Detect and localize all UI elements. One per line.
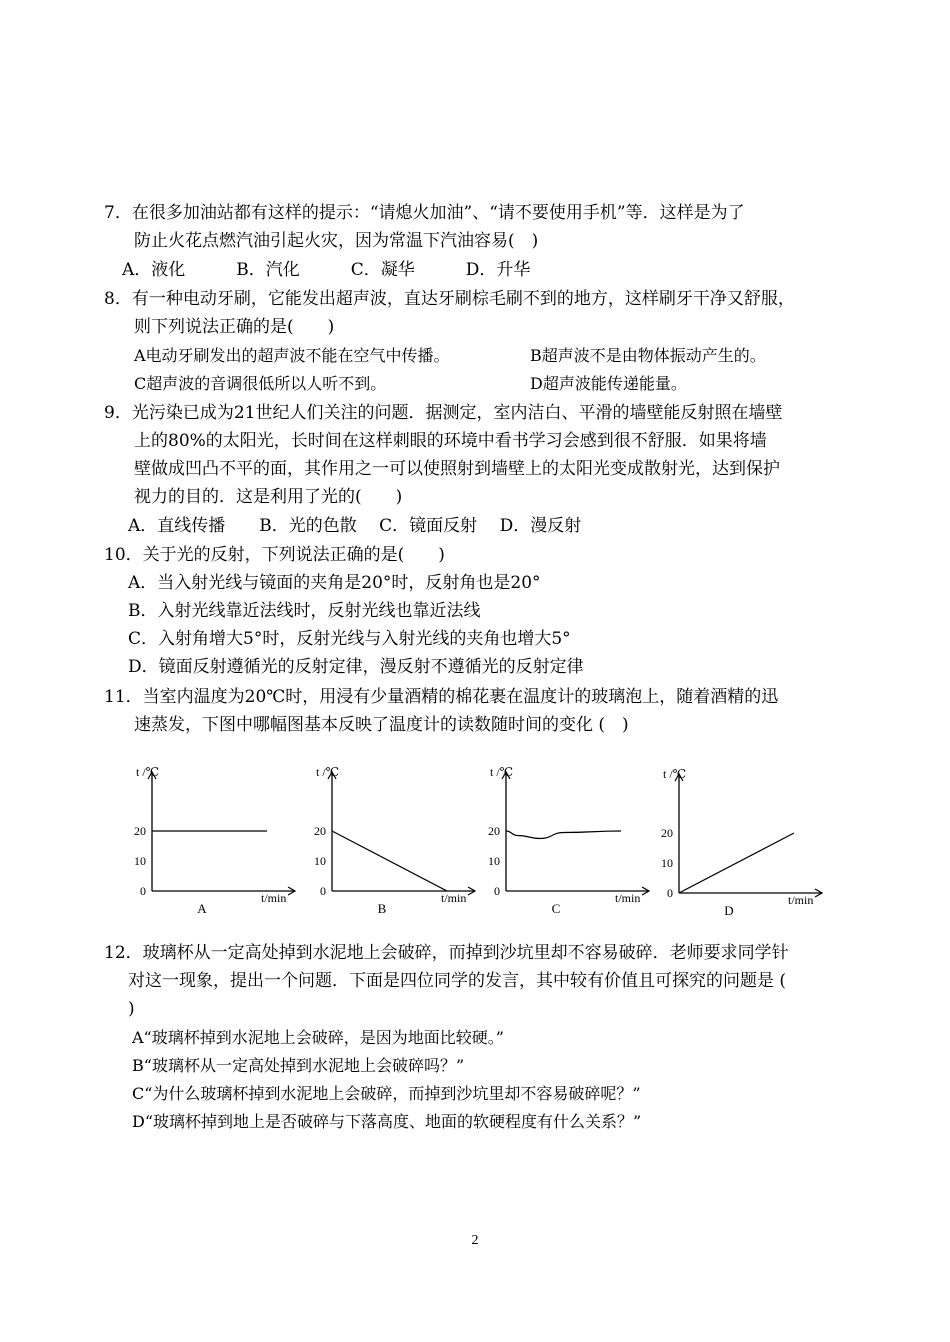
x-axis-label: t/min: [615, 891, 641, 905]
graph-d-svg: [655, 760, 830, 925]
q11-stem-line2: 速蒸发，下图中哪幅图基本反映了温度计的读数随时间的变化 ( ): [134, 715, 629, 735]
y-axis-label: t /℃: [136, 765, 160, 779]
graph-label: C: [551, 901, 561, 916]
graph-c-svg: [482, 758, 657, 923]
x-axis-label: t/min: [788, 893, 814, 907]
tick-label: 20: [314, 824, 326, 838]
q12-stem-line3: ): [128, 999, 135, 1019]
series-line: [332, 831, 447, 891]
graph-d: [655, 760, 830, 925]
tick-label: 0: [667, 886, 673, 900]
q9-stem-line3: 壁做成凹凸不平的面，其作用之一可以使照射到墙壁上的太阳光变成散射光，达到保护: [134, 459, 780, 479]
q9-options: A．直线传播 B．光的色散 C．镜面反射 D．漫反射: [128, 516, 582, 536]
tick-label: 20: [661, 826, 673, 840]
tick-label: 20: [488, 824, 500, 838]
q12-stem-line2: 对这一现象，提出一个问题．下面是四位同学的发言，其中较有价值且可探究的问题是 (: [128, 971, 787, 991]
graph-a-svg: [128, 758, 303, 923]
q12-option-d: D“玻璃杯掉到地上是否破碎与下落高度、地面的软硬程度有什么关系？”: [132, 1112, 642, 1131]
tick-label: 0: [320, 884, 326, 898]
page-number: 2: [471, 1233, 479, 1248]
q7-stem-line2: 防止火花点燃汽油引起火灾，因为常温下汽油容易( ): [134, 231, 539, 251]
q12-stem-line1: 12．玻璃杯从一定高处掉到水泥地上会破碎，而掉到沙坑里却不容易破碎．老师要求同学针: [104, 943, 789, 963]
q9-stem-line2: 上的80%的太阳光，长时间在这样刺眼的环境中看书学习会感到很不舒服．如果将墙: [134, 431, 767, 451]
graph-b: [308, 758, 483, 923]
q10-option-d: D．镜面反射遵循光的反射定律，漫反射不遵循光的反射定律: [128, 657, 584, 677]
series-line: [506, 831, 621, 839]
q10-option-b: B．入射光线靠近法线时，反射光线也靠近法线: [128, 601, 481, 621]
q11-stem-line1: 11．当室内温度为20℃时，用浸有少量酒精的棉花裹在温度计的玻璃泡上，随着酒精的迅: [104, 687, 779, 707]
q8-option-b: B超声波不是由物体振动产生的。: [530, 346, 766, 365]
graph-a: [128, 758, 303, 923]
q10-option-a: A．当入射光线与镜面的夹角是20°时，反射角也是20°: [128, 573, 541, 593]
q9-stem-line1: 9．光污染已成为21世纪人们关注的问题．据测定，室内洁白、平滑的墙壁能反射照在墙壁: [104, 403, 783, 423]
tick-label: 10: [134, 854, 146, 868]
q9-stem-line4: 视力的目的．这是利用了光的( ): [134, 487, 403, 507]
series-line: [679, 833, 794, 893]
graph-label: A: [197, 901, 207, 916]
q7-stem-line1: 7．在很多加油站都有这样的提示：“请熄火加油”、“请不要使用手机”等．这样是为了: [104, 203, 745, 223]
graph-label: D: [724, 903, 734, 918]
q10-option-c: C．入射角增大5°时，反射光线与入射光线的夹角也增大5°: [128, 629, 571, 649]
q8-option-a: A电动牙刷发出的超声波不能在空气中传播。: [134, 346, 450, 365]
q8-option-c: C超声波的音调很低所以人听不到。: [134, 374, 387, 393]
y-axis-label: t /℃: [663, 767, 687, 781]
graph-c: [482, 758, 657, 923]
graph-label: B: [377, 901, 387, 916]
y-axis-label: t /℃: [490, 765, 514, 779]
tick-label: 0: [140, 884, 146, 898]
tick-label: 20: [134, 824, 146, 838]
tick-label: 10: [661, 856, 673, 870]
x-axis-label: t/min: [441, 891, 467, 905]
y-axis-label: t /℃: [316, 765, 340, 779]
q8-option-d: D超声波能传递能量。: [530, 374, 687, 393]
q12-option-b: B“玻璃杯从一定高处掉到水泥地上会破碎吗？”: [132, 1056, 465, 1075]
q8-stem-line2: 则下列说法正确的是( ): [134, 317, 335, 337]
tick-label: 10: [314, 854, 326, 868]
q10-stem: 10．关于光的反射，下列说法正确的是( ): [104, 545, 445, 565]
tick-label: 0: [494, 884, 500, 898]
q7-options: A．液化 B．汽化 C．凝华 D．升华: [122, 260, 531, 280]
q12-option-a: A“玻璃杯掉到水泥地上会破碎，是因为地面比较硬。”: [132, 1028, 504, 1047]
x-axis-label: t/min: [261, 891, 287, 905]
q8-stem-line1: 8．有一种电动牙刷，它能发出超声波，直达牙刷棕毛刷不到的地方，这样刷牙干净又舒服，: [104, 289, 795, 309]
graph-b-svg: [308, 758, 483, 923]
q12-option-c: C“为什么玻璃杯掉到水泥地上会破碎，而掉到沙坑里却不容易破碎呢？”: [132, 1084, 641, 1103]
tick-label: 10: [488, 854, 500, 868]
